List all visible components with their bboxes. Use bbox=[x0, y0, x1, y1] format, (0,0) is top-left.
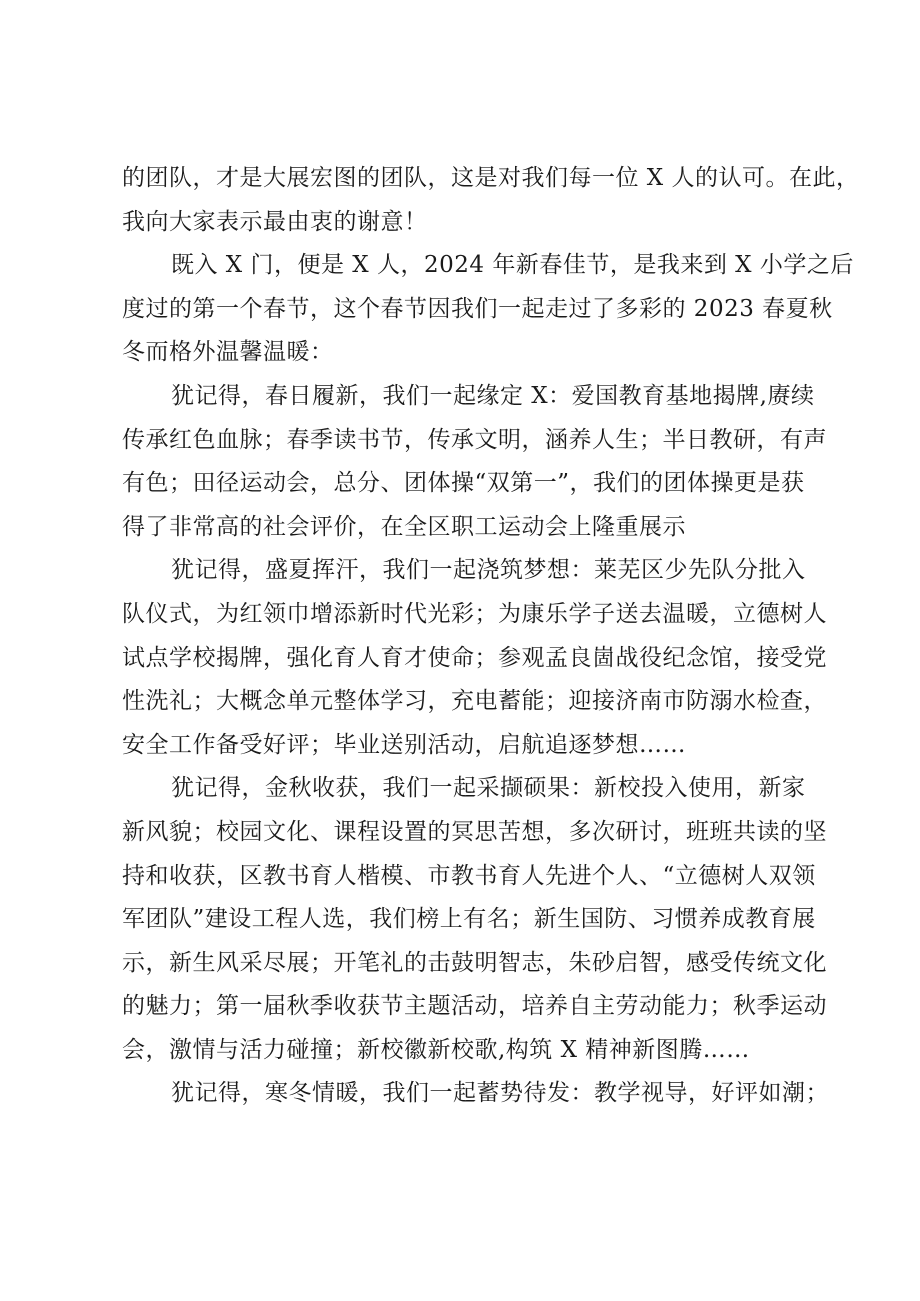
text-line: 队仪式，为红领巾增添新时代光彩；为康乐学子送去温暖，立德树人 bbox=[122, 600, 827, 627]
paragraph-spring bbox=[122, 375, 834, 549]
paragraph-summer bbox=[122, 549, 834, 767]
text-line: 既入 X 门，便是 X 人，2024 年新春佳节，是我来到 X 小学之后 bbox=[171, 252, 854, 279]
paragraph-winter bbox=[122, 1072, 834, 1116]
document-body bbox=[122, 157, 860, 1116]
text-line: 犹记得，盛夏挥汗，我们一起浇筑梦想：莱芜区少先队分批入 bbox=[171, 557, 806, 584]
text-line: 冬而格外温馨温暖： bbox=[122, 339, 334, 366]
text-line: 性洗礼；大概念单元整体学习，充电蓄能；迎接济南市防溺水检查， bbox=[122, 688, 827, 715]
text-line: 传承红色血脉；春季读书节，传承文明，涵养人生；半日教研，有声 bbox=[122, 426, 827, 453]
text-line: 会，激情与活力碰撞；新校徽新校歌,构筑 X 精神新图腾…… bbox=[122, 1036, 750, 1063]
text-line: 得了非常高的社会评价，在全区职工运动会上隆重展示 bbox=[122, 513, 686, 540]
text-line: 犹记得，金秋收获，我们一起采撷硕果：新校投入使用，新家 bbox=[171, 775, 806, 802]
text-line: 有色；田径运动会，总分、团体操“双第一”，我们的团体操更是获 bbox=[122, 470, 805, 497]
text-line: 犹记得，寒冬情暖，我们一起蓄势待发：教学视导，好评如潮； bbox=[171, 1080, 829, 1107]
text-line: 我向大家表示最由衷的谢意！ bbox=[122, 208, 428, 235]
text-line: 新风貌；校园文化、课程设置的冥思苦想，多次研讨，班班共读的坚 bbox=[122, 818, 827, 845]
paragraph-team-recognition bbox=[122, 157, 860, 244]
text-line: 安全工作备受好评；毕业送别活动，启航追逐梦想…… bbox=[122, 731, 686, 758]
text-line: 的魅力；第一届秋季收获节主题活动，培养自主劳动能力；秋季运动 bbox=[122, 993, 827, 1020]
text-line: 度过的第一个春节，这个春节因我们一起走过了多彩的 2023 春夏秋 bbox=[122, 295, 833, 322]
text-line: 犹记得，春日履新，我们一起缘定 X：爱国教育基地揭牌,赓续 bbox=[171, 382, 815, 409]
text-line: 的团队，才是大展宏图的团队，这是对我们每一位 X 人的认可。在此， bbox=[122, 165, 860, 191]
text-line: 试点学校揭牌，强化育人育才使命；参观孟良崮战役纪念馆，接受党 bbox=[122, 644, 827, 671]
text-line: 持和收获，区教书育人楷模、市教书育人先进个人、“立德树人双领 bbox=[122, 862, 816, 889]
paragraph-new-year bbox=[122, 244, 854, 375]
paragraph-autumn bbox=[122, 767, 834, 1072]
text-line: 军团队”建设工程人选，我们榜上有名；新生国防、习惯养成教育展 bbox=[122, 906, 816, 933]
text-line: 示，新生风采尽展；开笔礼的击鼓明智志，朱砂启智，感受传统文化 bbox=[122, 949, 827, 976]
